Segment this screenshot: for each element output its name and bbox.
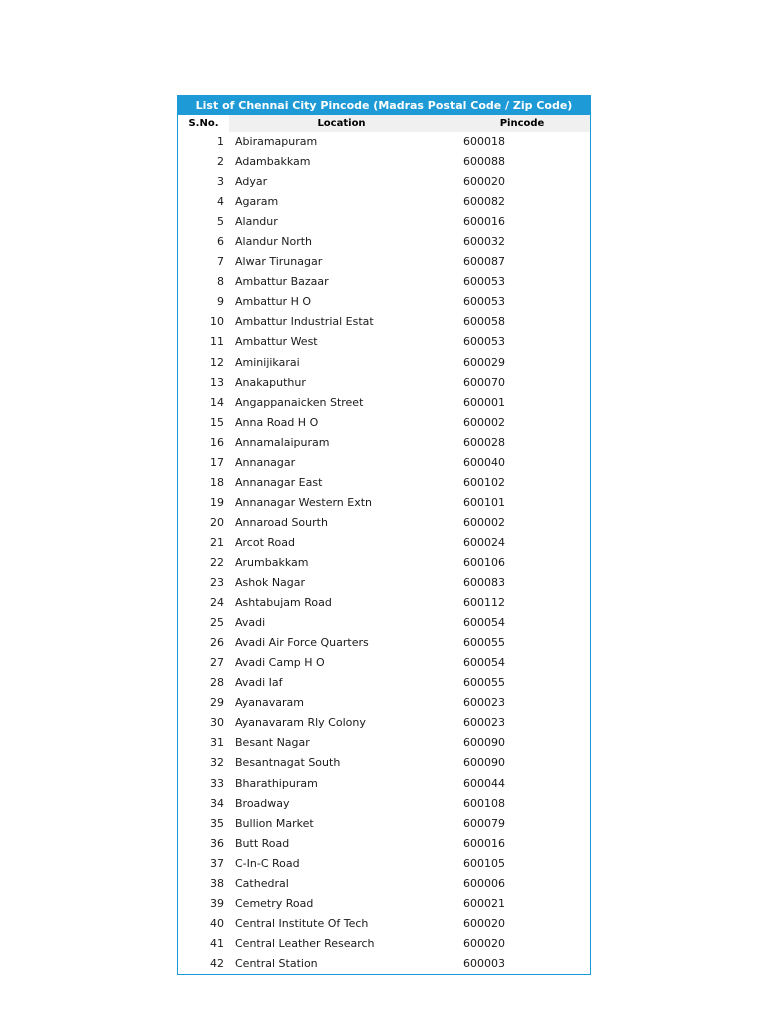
table-body [178,132,590,974]
row-pincode-cell: 600016 [463,836,505,850]
table-row [178,834,590,854]
table-row [178,593,590,613]
row-location-cell: Central Institute Of Tech [235,916,369,930]
table-row [178,353,590,373]
row-location-cell: Agaram [235,195,279,209]
row-sno-cell: 14 [210,395,224,409]
row-location-cell: Butt Road [235,836,290,850]
row-location-cell: Annanagar [235,455,296,469]
pincode-table [178,115,590,974]
row-pincode-cell: 600102 [463,475,505,489]
row-pincode-cell: 600040 [463,455,505,469]
row-pincode-cell: 600020 [463,936,505,950]
row-pincode-cell: 600028 [463,435,505,449]
row-sno-cell: 35 [210,816,224,830]
row-sno-cell: 19 [210,495,224,509]
row-pincode-cell: 600020 [463,175,505,189]
row-pincode-cell: 600082 [463,195,505,209]
row-location-cell: Broadway [235,796,290,810]
row-pincode-cell: 600024 [463,535,505,549]
table-row [178,453,590,473]
table-row [178,954,590,974]
row-sno-cell: 36 [210,836,224,850]
row-pincode-cell: 600002 [463,415,505,429]
table-row [178,513,590,533]
row-pincode-cell: 600016 [463,215,505,229]
row-location-cell: Anakaputhur [235,375,306,389]
table-row [178,533,590,553]
row-location-cell: Cemetry Road [235,896,314,910]
table-row [178,854,590,874]
row-location-cell: Avadi [235,616,266,630]
row-sno-cell: 10 [210,315,224,329]
row-location-cell: Annaroad Sourth [235,515,328,529]
table-row [178,673,590,693]
row-pincode-cell: 600090 [463,736,505,750]
table-row [178,914,590,934]
row-location-cell: Adyar [235,175,268,189]
row-pincode-cell: 600002 [463,515,505,529]
row-pincode-cell: 600070 [463,375,505,389]
table-row [178,774,590,794]
table-row [178,332,590,352]
row-location-cell: Arumbakkam [235,555,309,569]
row-location-cell: Ambattur H O [235,295,312,309]
column-header-pincode: Pincode [454,115,590,132]
row-location-cell: Avadi Camp H O [235,656,325,670]
row-location-cell: Avadi Air Force Quarters [235,636,369,650]
row-location-cell: Ayanavaram [235,696,304,710]
row-sno-cell: 29 [210,696,224,710]
table-row [178,192,590,212]
row-sno-cell: 33 [210,776,224,790]
row-sno-cell: 27 [210,656,224,670]
row-location-cell: Aminijikarai [235,355,300,369]
row-sno-cell: 7 [217,255,224,269]
row-sno-cell: 3 [217,175,224,189]
row-location-cell: Cathedral [235,876,289,890]
row-pincode-cell: 600090 [463,756,505,770]
row-sno-cell: 20 [210,515,224,529]
row-sno-cell: 9 [217,295,224,309]
row-pincode-cell: 600112 [463,596,505,610]
table-row [178,693,590,713]
row-sno-cell: 37 [210,856,224,870]
table-row [178,613,590,633]
row-location-cell: Alandur [235,215,278,229]
table-row [178,713,590,733]
table-row [178,172,590,192]
table-row [178,152,590,172]
row-sno-cell: 39 [210,896,224,910]
row-pincode-cell: 600108 [463,796,505,810]
table-row [178,433,590,453]
row-location-cell: Avadi Iaf [235,676,283,690]
row-location-cell: Annanagar Western Extn [235,495,373,509]
row-pincode-cell: 600018 [463,135,505,148]
row-sno-cell: 8 [217,275,224,289]
row-sno-cell: 12 [210,355,224,369]
column-header-location: Location [229,115,454,132]
row-location-cell: C-In-C Road [235,856,300,870]
row-location-cell: Central Leather Research [235,936,375,950]
row-sno-cell: 22 [210,555,224,569]
table-row [178,393,590,413]
row-sno-cell: 31 [210,736,224,750]
table-row [178,794,590,814]
row-sno-cell: 23 [210,576,224,590]
table-header [178,115,590,132]
row-pincode-cell: 600023 [463,716,505,730]
row-sno-cell: 18 [210,475,224,489]
row-pincode-cell: 600003 [463,956,505,970]
table-row [178,753,590,773]
row-location-cell: Ambattur Industrial Estat [235,315,374,329]
table-row [178,934,590,954]
row-pincode-cell: 600055 [463,636,505,650]
table-row [178,573,590,593]
table-row [178,473,590,493]
row-sno-cell: 32 [210,756,224,770]
row-pincode-cell: 600088 [463,155,505,169]
row-sno-cell: 1 [217,135,224,148]
table-title: List of Chennai City Pincode (Madras Postal Code / Zip Code) [178,96,590,115]
row-pincode-cell: 600087 [463,255,505,269]
row-pincode-cell: 600054 [463,616,505,630]
pincode-table-container [177,95,591,975]
row-sno-cell: 17 [210,455,224,469]
row-sno-cell: 16 [210,435,224,449]
row-pincode-cell: 600053 [463,275,505,289]
row-location-cell: Ayanavaram Rly Colony [235,716,366,730]
row-sno-cell: 5 [217,215,224,229]
row-pincode-cell: 600053 [463,295,505,309]
row-sno-cell: 15 [210,415,224,429]
row-location-cell: Ambattur Bazaar [235,275,329,289]
table-row [178,272,590,292]
row-pincode-cell: 600006 [463,876,505,890]
row-pincode-cell: 600032 [463,235,505,249]
table-row [178,874,590,894]
row-location-cell: Arcot Road [235,535,295,549]
table-row [178,212,590,232]
row-sno-cell: 25 [210,616,224,630]
table-row [178,894,590,914]
row-location-cell: Alwar Tirunagar [235,255,323,269]
table-row [178,312,590,332]
row-sno-cell: 6 [217,235,224,249]
table-row [178,814,590,834]
row-sno-cell: 26 [210,636,224,650]
row-sno-cell: 13 [210,375,224,389]
row-pincode-cell: 600020 [463,916,505,930]
row-location-cell: Annamalaipuram [235,435,330,449]
row-sno-cell: 21 [210,535,224,549]
row-location-cell: Angappanaicken Street [235,395,364,409]
row-location-cell: Ashok Nagar [235,576,306,590]
row-sno-cell: 24 [210,596,224,610]
row-location-cell: Central Station [235,956,318,970]
row-location-cell: Annanagar East [235,475,323,489]
table-row [178,413,590,433]
table-row [178,633,590,653]
table-row [178,252,590,272]
row-sno-cell: 42 [210,956,224,970]
row-pincode-cell: 600023 [463,696,505,710]
table-row [178,553,590,573]
table-row [178,493,590,513]
row-location-cell: Anna Road H O [235,415,319,429]
row-pincode-cell: 600029 [463,355,505,369]
row-sno-cell: 11 [210,335,224,349]
row-pincode-cell: 600044 [463,776,505,790]
row-location-cell: Alandur North [235,235,313,249]
row-sno-cell: 30 [210,716,224,730]
table-row [178,653,590,673]
row-sno-cell: 28 [210,676,224,690]
row-pincode-cell: 600021 [463,896,505,910]
row-location-cell: Bullion Market [235,816,314,830]
row-pincode-cell: 600083 [463,576,505,590]
row-pincode-cell: 600106 [463,555,505,569]
row-pincode-cell: 600055 [463,676,505,690]
column-header-sno: S.No. [178,115,229,132]
table-row [178,232,590,252]
table-row [178,292,590,312]
row-location-cell: Besant Nagar [235,736,310,750]
row-pincode-cell: 600058 [463,315,505,329]
row-location-cell: Abiramapuram [235,135,318,148]
table-row [178,132,590,152]
table-row [178,373,590,393]
row-pincode-cell: 600079 [463,816,505,830]
row-pincode-cell: 600054 [463,656,505,670]
row-location-cell: Bharathipuram [235,776,318,790]
row-pincode-cell: 600053 [463,335,505,349]
row-sno-cell: 34 [210,796,224,810]
row-sno-cell: 40 [210,916,224,930]
row-sno-cell: 41 [210,936,224,950]
row-sno-cell: 4 [217,195,224,209]
row-location-cell: Adambakkam [235,155,311,169]
header-row [178,115,590,132]
row-sno-cell: 38 [210,876,224,890]
row-location-cell: Ashtabujam Road [235,596,332,610]
row-pincode-cell: 600001 [463,395,505,409]
row-sno-cell: 2 [217,155,224,169]
table-row [178,733,590,753]
row-location-cell: Ambattur West [235,335,318,349]
row-location-cell: Besantnagat South [235,756,341,770]
row-pincode-cell: 600101 [463,495,505,509]
row-pincode-cell: 600105 [463,856,505,870]
